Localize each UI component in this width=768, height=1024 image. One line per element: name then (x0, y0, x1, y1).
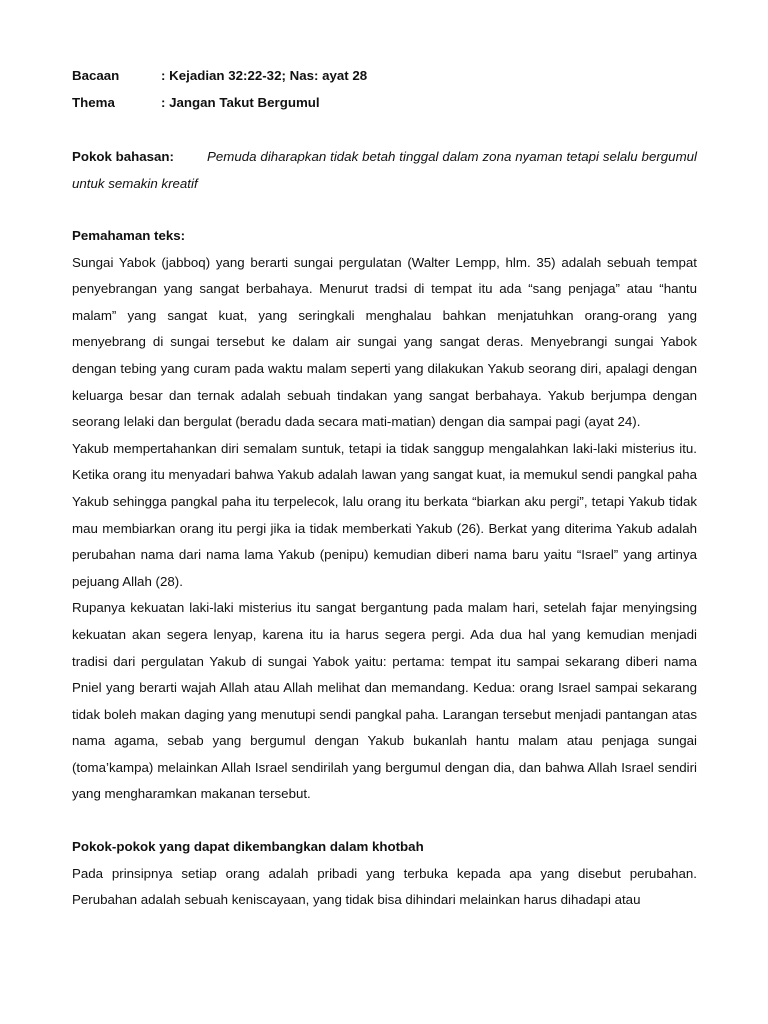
pemahaman-heading: Pemahaman teks: (72, 228, 186, 243)
spacer (72, 116, 697, 143)
bacaan-row (72, 62, 697, 89)
bacaan-value: : Kejadian 32:22-32; Nas: ayat 28 (161, 68, 368, 83)
pokok-pokok-heading: Pokok-pokok yang dapat dikembangkan dalam khotbah (72, 839, 424, 855)
pokok-bahasan (72, 143, 697, 197)
spacer (72, 197, 697, 223)
spacer (72, 808, 697, 834)
thema-value: : Jangan Takut Bergumul (161, 95, 320, 110)
thema-row (72, 89, 697, 116)
bacaan-label: Bacaan (72, 68, 120, 83)
pokok-pokok-paragraph: Pada prinsipnya setiap orang adalah pribadi yang terbuka kepada apa yang disebut perubahan. Perubahan adalah sebuah keniscayaan, yang tidak bisa dihindari melainkan harus dihadapi atau (72, 865, 697, 908)
pemahaman-paragraph-2: Yakub mempertahankan diri semalam suntuk, tetapi ia tidak sanggup mengalahkan laki-laki misterius itu. Ketika orang itu menyadari bahwa Yakub adalah lawan yang sangat kuat, ia memukul sendi pangkal paha Yakub sehingga pangkal paha itu terpelecok, lalu orang itu berkata “biarkan aku pergi”, tetapi Yakub tidak mau membiarkan orang itu pergi jika ia tidak memberkati Yakub (26). Berkat yang diterima Yakub adalah perubahan nama dari nama lama Yakub (penipu) kemudian diberi nama baru yaitu “Israel” yang artinya pejuang Allah (28). (72, 440, 697, 589)
pokok-bahasan-label: Pokok bahasan: (72, 149, 174, 164)
pokok-bahasan-text: Pemuda diharapkan tidak betah tinggal dalam zona nyaman tetapi selalu bergumul untuk semakin kreatif (72, 149, 697, 191)
document-page (72, 62, 697, 914)
pemahaman-paragraph-3: Rupanya kekuatan laki-laki misterius itu sangat bergantung pada malam hari, setelah fajar menyingsing kekuatan akan segera lenyap, karena itu ia harus segera pergi. Ada dua hal yang kemudian menjadi tradisi dari pergulatan Yakub di sungai Yabok yaitu: pertama: tempat itu sampai sekarang diberi nama Pniel yang berarti wajah Allah atau Allah melihat dan memandang. Kedua: orang Israel sampai sekarang tidak boleh makan daging yang menutupi sendi pangkal paha. Larangan tersebut menjadi pantangan atas nama agama, sebab yang bergumul dengan Yakub bukanlah hantu malam atau penjaga sungai (toma’kampa) melainkan Allah Israel sendirilah yang bergumul dengan dia, dan bahwa Allah Israel sendiri yang mengharamkan makanan tersebut. (72, 600, 697, 802)
pemahaman-paragraph-1: Sungai Yabok (jabboq) yang berarti sungai pergulatan (Walter Lempp, hlm. 35) adalah sebuah tempat penyebrangan yang sangat berbahaya. Menurut tradsi di tempat itu ada “sang penjaga” atau “hantu malam” yang sangat kuat, yang seringkali menghalau bahkan menjatuhkan orang-orang yang menyebrang di sungai tersebut ke dalam air sungai yang sangat deras. Menyebrangi sungai Yabok dengan tebing yang curam pada waktu malam seperti yang dilakukan Yakub seorang diri, apalagi dengan keluarga besar dan ternak adalah sebuah tindakan yang sangat berbahaya. Yakub berjumpa dengan seorang lelaki dan bergulat (beradu dada secara mati-matian) dengan dia sampai pagi (ayat 24). (72, 254, 697, 430)
thema-label: Thema (72, 95, 115, 110)
